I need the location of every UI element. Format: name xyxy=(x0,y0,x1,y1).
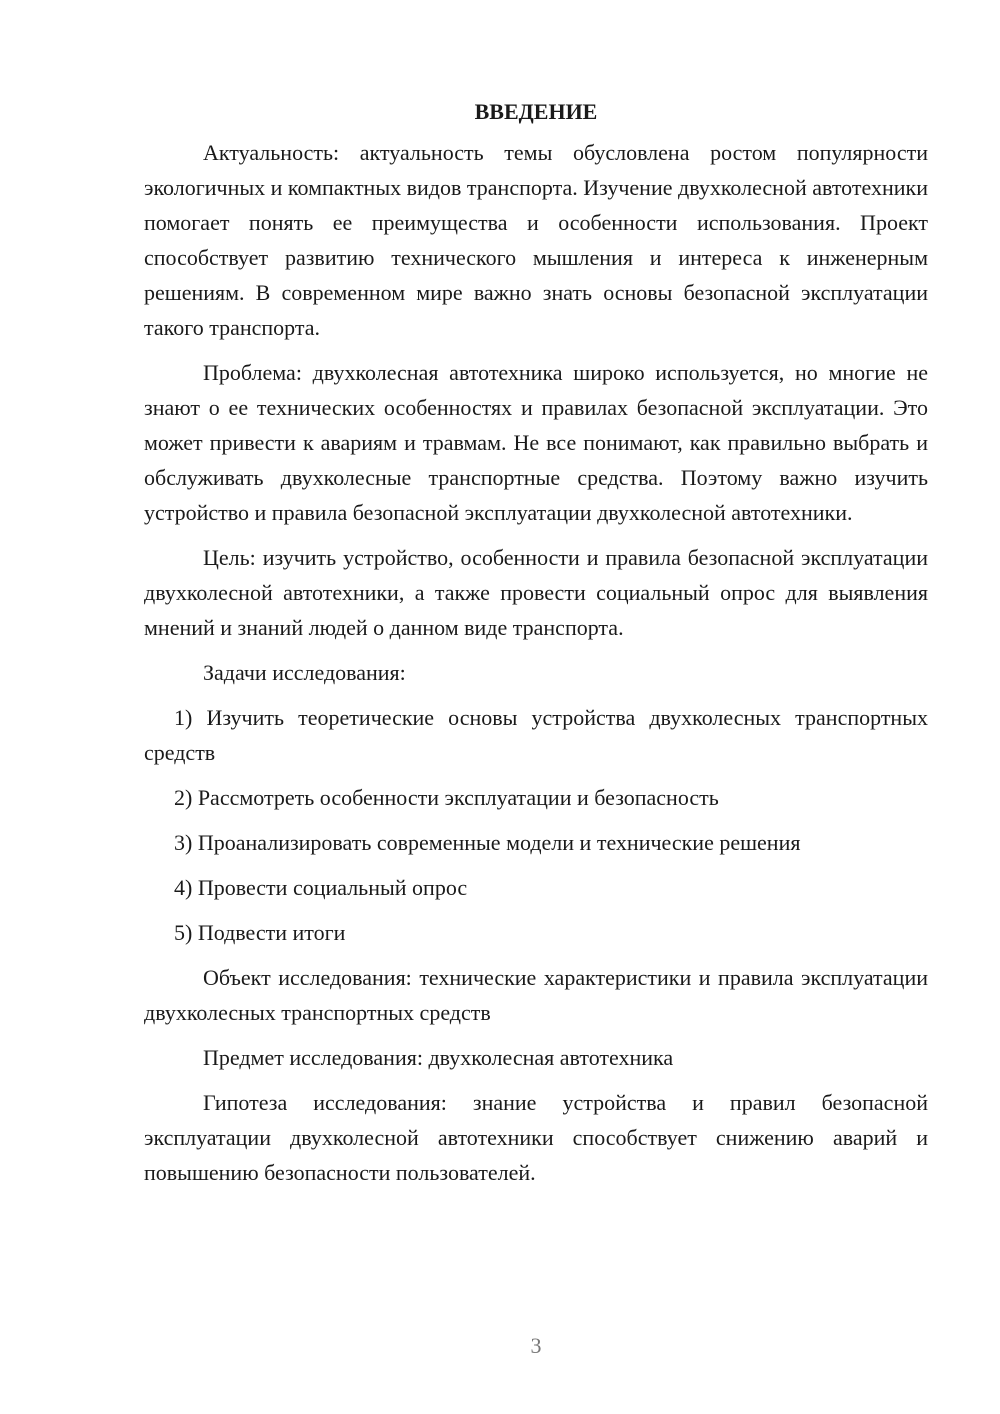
page-title: ВВЕДЕНИЕ xyxy=(474,99,598,124)
paragraph-spacer xyxy=(144,645,928,655)
paragraph-spacer xyxy=(144,690,928,700)
task-item-1: 1) Изучить теоретические основы устройства двухколесных транспортных средств xyxy=(144,705,928,765)
object-paragraph: Объект исследования: технические характеристики и правила эксплуатации двухколесных транспортных средств xyxy=(144,965,928,1025)
page-content xyxy=(144,94,928,1190)
task-item-5: 5) Подвести итоги xyxy=(174,920,346,945)
tasks-heading: Задачи исследования: xyxy=(203,660,406,685)
hypothesis-paragraph: Гипотеза исследования: знание устройства и правил безопасной эксплуатации двухколесной автотехники способствует снижению аварий и повышению безопасности пользователей. xyxy=(144,1090,928,1185)
goal-paragraph: Цель: изучить устройство, особенности и правила безопасной эксплуатации двухколесной автотехники, а также провести социальный опрос для выявления мнений и знаний людей о данном виде транспорта. xyxy=(144,545,928,640)
paragraph-spacer xyxy=(144,860,928,870)
relevance-paragraph: Актуальность: актуальность темы обусловлена ростом популярности экологичных и компактных видов транспорта. Изучение двухколесной автотехники помогает понять ее преимущества и особенности использования. Проект способствует развитию технического мышления и интереса к инженерным решениям. В современном мире важно знать основы безопасной эксплуатации такого транспорта. xyxy=(144,140,928,340)
task-item-4: 4) Провести социальный опрос xyxy=(174,875,468,900)
paragraph-spacer xyxy=(144,905,928,915)
page-number: 3 xyxy=(530,1333,542,1358)
task-item-3: 3) Проанализировать современные модели и технические решения xyxy=(174,830,801,855)
paragraph-spacer xyxy=(144,530,928,540)
problem-paragraph: Проблема: двухколесная автотехника широко используется, но многие не знают о ее технических особенностях и правилах безопасной эксплуатации. Это может привести к авариям и травмам. Не все понимают, как правильно выбрать и обслуживать двухколесные транспортные средства. Поэтому важно изучить устройство и правила безопасной эксплуатации двухколесной автотехники. xyxy=(144,360,928,525)
paragraph-spacer xyxy=(144,1075,928,1085)
paragraph-spacer xyxy=(144,770,928,780)
paragraph-spacer xyxy=(144,345,928,355)
subject-paragraph: Предмет исследования: двухколесная автотехника xyxy=(203,1045,674,1070)
paragraph-spacer xyxy=(144,815,928,825)
paragraph-spacer xyxy=(144,950,928,960)
task-item-2: 2) Рассмотреть особенности эксплуатации и безопасность xyxy=(174,785,719,810)
paragraph-spacer xyxy=(144,1030,928,1040)
